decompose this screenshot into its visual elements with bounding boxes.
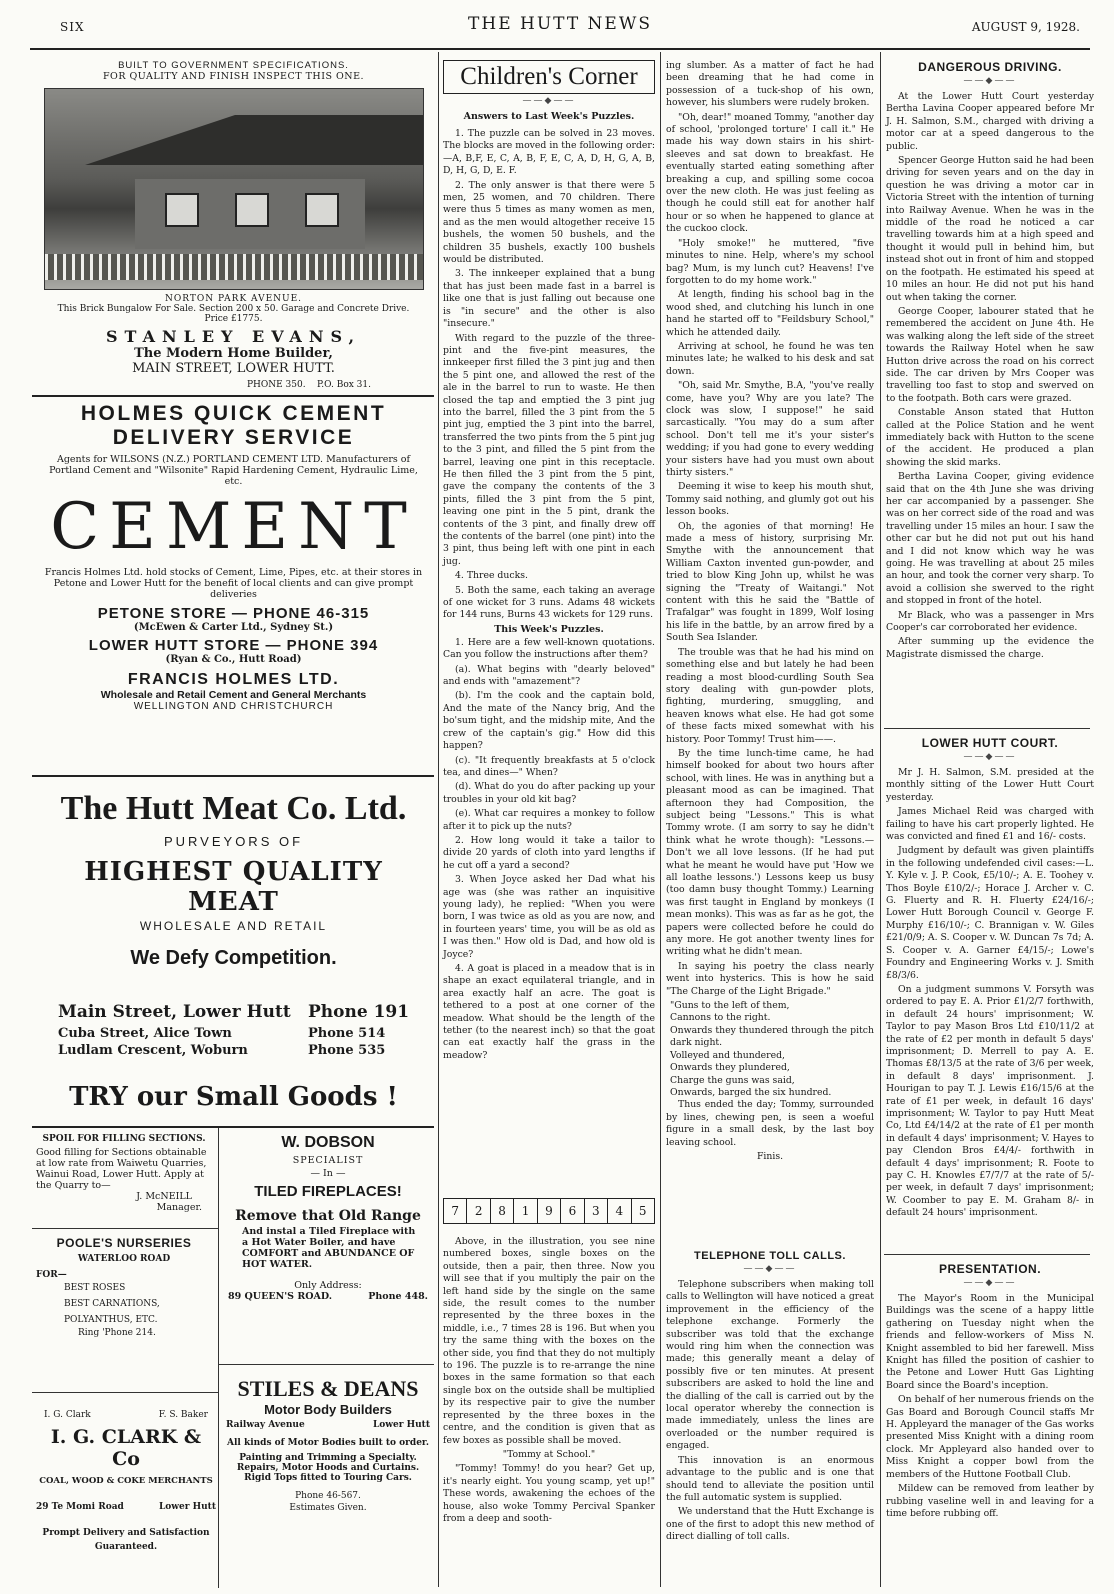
meat-purveyors: PURVEYORS OF [163,834,304,849]
divider [32,395,434,397]
spoil-heading: SPOIL FOR FILLING SECTIONS. [42,1134,206,1144]
divider [32,1392,218,1393]
dangerous-driving-heading: DANGEROUS DRIVING. [918,60,1062,74]
bungalow-description: This Brick Bungalow For Sale. Section 200 x 50. Garage and Concrete Drive. Price £1775. [57,304,410,324]
number-box: 2 [467,1199,490,1223]
ornament: ——◆—— [963,752,1017,762]
column-rule [880,52,881,1587]
poole-for: FOR— [36,1270,67,1280]
dobson-only: Only Address: [294,1280,362,1291]
dobson-name: W. DOBSON [281,1134,375,1151]
stiles-line: Repairs, Motor Hoods and Curtains. Rigid Tops fitted to Touring Cars. [236,1463,420,1483]
dobson-specialist: SPECIALIST [292,1155,364,1166]
dobson-remove: Remove that Old Range [235,1208,421,1224]
number-box: 4 [608,1199,631,1223]
number-box: 6 [561,1199,584,1223]
petone-store: PETONE STORE — PHONE 46-315 [97,605,370,622]
column-rule [218,1128,219,1588]
builder-name: STANLEY EVANS, [105,327,362,346]
number-box: 8 [491,1199,514,1223]
divider [884,1254,1090,1255]
cement-heading: CEMENT [50,490,417,564]
lower-hutt-store: LOWER HUTT STORE — PHONE 394 [88,637,379,654]
clark-address: 29 Te Momi Road [36,1502,124,1512]
dobson-tiled: TILED FIREPLACES! [254,1183,402,1200]
ornament: ——◆—— [522,96,576,106]
column-rule [660,52,661,1587]
stiles-estimates: Estimates Given. [289,1503,367,1513]
clark-partner: F. S. Baker [158,1410,208,1420]
answers-text: 1. The puzzle can be solved in 23 moves. The blocks are moved in the following order:—A, B,F, E, C, A, B, F, E, C, A, D, H, G, A, B, D, H, G, D, E. F. 2. The only answer is that there were 5 men, 25 women, and 70 children. There were thus 5 times as many women as men, and as the men would altogether receive 15 bushels, the women 50 bushels, and the children 35 bushels, exactly 100 bushels would be distributed. 3. The innkeeper explained that a bung that has just been made fast in a barrel is like one that is just falling out because one is "in secure" and the other is also "insecure." With regard to the puzzle of the three-pint and the five-pint measures, the innkeeper first filled the 3 pint jug and then the 5 pint one, and allowed the rest of the ale in the barrel to run to waste. He then closed the tap and emptied the 3 pint jug into the barrel, filled the 3 pint from the 5 pint jug, emptied the 3 pint into the barrel, transferred the two pints from the 5 pint jug to the 3 pint, and filled the 5 pint from the barrel, leaving one pint in this receptacle. He then filled the 3 pint from the 5 pint, gave the company the contents of the 3 pints, filled the 3 pint from the 5 pint, leaving one pint in the 5 pint, drank the contents of the 3 pint, and finally drew off the contents of the barrel (one pint) into the 3 pint, thus being left with one pint in each jug. 4. Three ducks. 5. Both the same, each taking an average of one wicket for 3 runs. Adams 48 wickets for 144 runs, Burns 43 wickets for 129 runs. [443,128,655,621]
bungalow-photo [44,88,424,290]
childrens-corner-title: Children's Corner [443,60,655,94]
francis-holmes-name: FRANCIS HOLMES LTD. [127,671,340,688]
divider [884,728,1090,729]
poole-address: WATERLOO ROAD [77,1254,171,1264]
presentation-article: PRESENTATION. ——◆—— The Mayor's Room in the Municipal Buildings was the scene of a happy little gathering on Tuesday night when the friends and fellow-workers of Miss N. Knight assembled to bid her farewell. Miss Knight has filled the position of cashier to the Petone and Lower Hutt Gas Lighting Board since the Board's inception. On behalf of her numerous friends on the Gas Board and Borough Council staffs Mr H. Appleyard the manager of the Gas works presented Miss Knight with a dining room clock. Mr Appleyard also handed over to Miss Knight a copper bowl from the members of the Huttone Football Club. Mildew can be removed from leather by rubbing vaseline well in and leaving for a time before rubbing off. [886,1262,1094,1519]
meat-title: The Hutt Meat Co. Ltd. [60,790,407,827]
masthead [30,8,1090,50]
answers-heading: Answers to Last Week's Puzzles. [463,111,635,122]
number-box: 1 [514,1199,537,1223]
number-box: 7 [444,1199,467,1223]
builder-phone: PHONE 350. [246,380,306,390]
stiles-avenue: Railway Avenue [226,1420,305,1430]
column-rule [438,52,439,1587]
photo-caption: NORTON PARK AVENUE. [164,294,303,304]
toll-calls-heading: TELEPHONE TOLL CALLS. [694,1250,846,1262]
page-number: SIX [60,20,85,34]
stiles-title: STILES & DEANS [237,1376,419,1401]
poole-title: POOLE'S NURSERIES [56,1236,192,1250]
poem: "Guns to the left of them, Cannons to the right. Onwards they thundered through the pitch dark night. Volleyed and thundered, Onwards they plundered, Charge the guns was said, Onwards, barged the six hundred. [670,1000,874,1098]
evans-top-line: BUILT TO GOVERNMENT SPECIFICATIONS. [118,60,349,71]
spoil-role: Manager. [156,1202,202,1213]
branch-row: Ludlam Crescent, Woburn Phone 535 [58,1043,386,1058]
toll-calls-article: TELEPHONE TOLL CALLS. ——◆—— Telephone subscribers when making toll calls to Wellington will have noticed a great improvement in the efficiency of the telephone exchange. Formerly the subscriber was told that the exchange would ring him when the connection was made; this generally meant a delay of possibly five or ten minutes. At present subscribers are asked to hold the line and the dialling of the call is carried out by the local operator whereby the connection is made immediately, unless the lines are overloaded or the number required is engaged. This innovation is an enormous advantage to the public and is one that should tend to alleviate the position until the full automatic system is supplied. We understand that the Hutt Exchange is one of the first to adopt this new method of direct dialling of toll calls. [666,1250,874,1543]
tommy-story: ing slumber. As a matter of fact he had been dreaming that he had come in possession of a tuck-shop of his own, however, his slumbers were rudely broken. "Oh, dear!" moaned Tommy, "another day of school, 'prolonged torture' I call it." He made his way down stairs in his shirt-sleeves and sat down to breakfast. He eventually started eating something after breaking a cup, and spilling some cocoa over the new cloth. He was just feeling as though he could still eat for another half hour or so when he happened to glance at the cuckoo clock. "Holy smoke!" he muttered, "five minutes to nine. Help, where's my school bag? Mum, is my lunch cut? Heavens! I've forgotten to do my home work." At length, finding his school bag in the wood shed, and clutching his lunch in one hand he started off to "Feildsbury School," which he attended daily. Arriving at school, he found he was ten minutes late; he walked to his desk and sat down. "Oh, said Mr. Smythe, B.A, "you've really come, have you? Why are you late? The clock was slow, I suppose!" he said sarcastically. "You may do a sum after school. Don't tell me it's your sister's wedding; if you had gone to every wedding your sisters have had you must own about thirty sisters." Deeming it wise to keep his mouth shut, Tommy said nothing, and glumly got out his lesson books. Oh, the agonies of that morning! He made a mess of history, surprising Mr. Smythe with the announcement that William Caxton invented gun-powder, and tried to blow King John up, whilst he was signing the "Treaty of Waitangi." Not content with this he said the "Battle of Trafalgar" was fought in 1899, Wolf losing his life in the battle, by an arrow fired by a South Sea Islander. The trouble was that he had his mind on something else and but lately he had been reading a most blood-curdling South Sea story dealing with gun-powder plots, fighting, murdering, smuggling, and heaven knows what else. He had got some of these facts mixed somewhat with his history. Poor Tommy! Trust him——. By the time lunch-time came, he had himself booked for about two hours after school, with lines. He was in anything but a pleasant mood as can be imagined. That afternoon they had Composition, the subject being "Lessons." This is what Tommy wrote. (I am sorry to say he didn't think what he wrote though): "Lessons.— Don't we all love lessons. (If he had put what he meant he would have put 'How we all loathe lessons.') Lessons keep us busy (too damn busy thought Tommy.) Learning was first taught in England by monkeys (I mean monks). This was as far as he got, the papers were collected before he could do any more. He got another twenty lines for writing what he didn't mean. In saying his poetry the class nearly went into hysterics. This is how he said "The Charge of the Light Brigade." "Guns to the left of them, Cannons to the right. Onwards they thundered through the pitch dark night. Volleyed and thundered, Onwards they plundered, Charge the guns was said, Onwards, barged the six hundred. Thus ended the day; Tommy, surrounded by lines, chewing pen, is seen a woeful figure in a small desk, by the last boy leaving school. Finis. [666,60,874,1162]
clark-advert [36,1410,216,1552]
this-week-heading: This Week's Puzzles. [494,623,604,635]
holmes-title: HOLMES QUICK CEMENT [80,402,387,425]
divider [32,1126,434,1128]
stiles-phone: Phone 46-567. [295,1491,361,1501]
lower-hutt-court-heading: LOWER HUTT COURT. [921,736,1059,750]
dobson-address: 89 QUEEN'S ROAD. [228,1291,333,1302]
ornament: ——◆—— [743,1264,797,1274]
petone-store-note: (McEwen & Carter Ltd., Sydney St.) [133,622,334,633]
clark-title: I. G. CLARK & Co [50,1426,202,1470]
stiles-line: Painting and Trimming a Specialty. [239,1453,417,1463]
branch-row: Main Street, Lower Hutt Phone 191 [58,1002,410,1022]
dobson-phone: Phone 448. [368,1291,428,1302]
issue-date: AUGUST 9, 1928. [971,20,1080,34]
finis: Finis. [756,1150,784,1162]
evans-advert [36,60,431,390]
clark-partner: I. G. Clark [44,1410,91,1420]
stiles-advert [224,1376,432,1513]
lower-hutt-store-note: (Ryan & Co., Hutt Road) [165,654,302,665]
holmes-agents: Agents for WILSONS (N.Z.) PORTLAND CEMENT LTD. Manufacturers of Portland Cement and "Wilsonite" Rapid Hardening Cement, Hydraulic Lime, etc. [49,454,418,487]
meat-branches [36,1002,431,1058]
dobson-in: — In — [310,1168,346,1179]
spoil-name: J. McNEILL [136,1191,192,1202]
clark-town: Lower Hutt [158,1502,216,1512]
branch-row: Cuba Street, Alice Town Phone 514 [58,1026,386,1041]
number-box: 9 [538,1199,561,1223]
clark-prompt: Prompt Delivery and Satisfaction [42,1528,210,1538]
dobson-advert [224,1134,432,1302]
spoil-body: Good filling for Sections obtainable at low rate from Waiwetu Quarries, Wainui Road, Lower Hutt. Apply at the Quarry to— [36,1147,207,1191]
holmes-stocks: Francis Holmes Ltd. hold stocks of Cement, Lime, Pipes, etc. at their stores in Petone and Lower Hutt for the benefit of local clients and can give prompt deliveries [44,567,423,600]
number-box-row [443,1198,655,1224]
puzzles-text: 1. Here are a few well-known quotations. Can you follow the instructions after them? (a). What begins with "dearly beloved" and ends with "amazement"? (b). I'm the cook and the captain bold, And the mate of the Nancy brig, And the bo'sum tight, and the midship mite, And the crew of the captain's gig." How did this happen? (c). "It frequently breakfasts at 5 o'clock tea, and dines—" When? (d). What do you do after packing up your troubles in your old kit bag? (e). What car requires a monkey to follow after it to pick up the nuts? 2. How long would it take a tailor to divide 20 yards of cloth into yard lengths if he cut off a yard a second? 3. When Joyce asked her Dad what his age was (she was rather an inquisitive young lady), he replied: "When you were born, I was twice as old as you are now, and in fourteen years' time, you will be as old as I was then." How old is Dad, and how old is Joyce? 4. A goat is placed in a meadow that is in shape an exact equilateral triangle, and in area exactly half an acre. The goat is tethered to a post at one corner of the meadow. What should be the length of the tether (to the nearest inch) so that the goat can eat exactly half the grass in the meadow? [443,636,655,1061]
spoil-advert [36,1134,212,1213]
ornament: ——◆—— [963,76,1017,86]
box-puzzle-text: Above, in the illustration, you see nine numbered boxes, single boxes on the outside, then a pair, then three. Now you will see that if you multiply the pair on the left hand side by the single on the same side, the result comes to the number represented by the three boxes in the middle, i.e., 7 times 28 is 196. But when you try the same thing with the boxes on the other side, you find that they do not multiply to 196. The puzzle is to re-arrange the nine boxes in the same formation so that each single box on the outside shall be multiplied by its respective pair to give the number represented by the three boxes in the centre, and the condition is given that as few boxes as possible shall be moved. "Tommy at School." "Tommy! Tommy! do you hear? Get up, it's nearly eight. You young scamp, yet up!" These words, awakening the echoes of the house, also woke Tommy Percival Spanker from a deep and sooth- [443,1236,655,1524]
holmes-subtitle: DELIVERY SERVICE [112,426,355,449]
clark-trade: COAL, WOOD & COKE MERCHANTS [39,1476,213,1486]
builder-tagline: The Modern Home Builder, [134,346,333,361]
francis-holmes-cities: WELLINGTON AND CHRISTCHURCH [133,701,334,712]
number-box: 3 [585,1199,608,1223]
number-boxes-puzzle [443,1198,655,1224]
poole-item: POLYANTHUS, ETC. [64,1315,158,1325]
holmes-advert [36,402,431,712]
divider [32,1228,218,1229]
presentation-heading: PRESENTATION. [938,1262,1042,1276]
clark-guaranteed: Guaranteed. [94,1542,158,1552]
dobson-body: And instal a Tiled Fireplace with a Hot Water Boiler, and have COMFORT and ABUNDANCE OF HOT WATER. [242,1226,416,1270]
dangerous-driving-article: DANGEROUS DRIVING. ——◆—— At the Lower Hutt Court yesterday Bertha Lavina Cooper appeared before Mr J. H. Salmon, S.M., charged with driving a motor car at a speed dangerous to the public. Spencer George Hutton said he had been driving for seven years and on the day in question he was driving a motor car in Victoria Street with the intention of turning into Railway Avenue. When he was in the middle of the road he noticed a car travelling towards him at a high speed and thought it would pull in behind him, but instead shot out in front of him and stopped on the footpath. He estimated his speed at 10 miles an hour. He did not put his hand out when taking the corner. George Cooper, labourer stated that he remembered the accident on June 4th. He was walking along the left side of the street towards the Railway Hotel when he saw Hutton drive across the road on his correct side. The car driven by Mrs Cooper was travelling too fast to stop and swerved on to the footpath. Both cars were grazed. Constable Anson stated that Hutton called at the Police Station and he went immediately back with Hutton to the scene of the accident. He produced a plan showing the skid marks. Bertha Lavina Cooper, giving evidence said that on the 4th June she was driving her car accompanied by a passenger. She was on her correct side of the road and was travelling under 15 miles an hour. I saw the other car but he did not put out his hand and I did not know which way he was going. He was travelling at about 25 miles an hour, and took the corner very sharp. To avoid a collision she swerved to the right and stopped in front of the hotel. Mr Black, who was a passenger in Mrs Cooper's car corroborated her evidence. After summing up the evidence the Magistrate dismissed the charge. [886,60,1094,660]
meat-advert [36,790,431,1112]
divider [32,775,434,777]
evans-top-line-2: FOR QUALITY AND FINISH INSPECT THIS ONE. [102,71,365,82]
meat-small-goods: TRY our Small Goods ! [69,1082,398,1112]
meat-highest: HIGHEST QUALITY MEAT [84,857,383,917]
poole-phone: Ring 'Phone 214. [78,1328,156,1338]
meat-defy: We Defy Competition. [130,947,337,969]
meat-wholesale: WHOLESALE AND RETAIL [139,919,328,933]
francis-holmes-trade: Wholesale and Retail Cement and General Merchants [100,689,367,701]
ornament: ——◆—— [963,1278,1017,1288]
stiles-town: Lower Hutt [372,1420,430,1430]
poole-item: BEST CARNATIONS, [64,1299,160,1309]
builder-po-box: P.O. Box 31. [317,380,371,390]
stiles-line: All kinds of Motor Bodies built to order. [227,1438,429,1448]
poole-advert [36,1236,212,1338]
builder-address: MAIN STREET, LOWER HUTT. [132,361,335,376]
divider [218,1364,434,1365]
stiles-subtitle: Motor Body Builders [264,1402,392,1417]
lower-hutt-court-article: LOWER HUTT COURT. ——◆—— Mr J. H. Salmon, S.M. presided at the monthly sitting of the Lower Hutt Court yesterday. James Michael Reid was charged with failing to have his cart properly lighted. He was convicted and fined £1 and 16/- costs. Judgment by default was given plaintiffs in the following undefended civil cases:—L. Y. Kyle v. J. P. Cook, £5/10/-; A. E. Toohey v. Thos Boyle £10/2/-; Horace J. Archer v. C. G. Fluerty and R. H. Fluerty £24/16/-; Lower Hutt Borough Council v. George F. Murphy £16/10/-; C. Brannigan v. W. Giles £21/0/9; A. S. Cooper v. W. Duncan 7s 7d; A. S. Cooper v. A. Garner £4/15/-; Lowe's Foundry and Engineering Works v. J. Smith £8/3/6. On a judgment summons V. Forsyth was ordered to pay E. A. Prior £1/2/7 forthwith, in default 24 hours' imprisonment; W. Taylor to pay Mason Bros Ltd £10/11/2 at the rate of £2 per month in default 5 days' imprisonment; D. Merrell to pay A. E. Thomas £8/13/5 at the rate of 3/6 per week, in default 8 days' imprisonment. J. Hourigan to pay T. J. Lewis £16/15/6 at the rate of £1 per week, in default 16 days' imprisonment; W. Taylor to pay Hutt Meat Co, Ltd £4/14/2 at the rate of £1 per month in default 4 days' imprisonment; V. Hayes to pay Clendon Bros £4/4/- forthwith in default 4 days' imprisonment; R. Foote to pay C. H. Knowles £7/7/7 at the rate of 5/- per week, in default 7 days' imprisonment; W. Coomber to pay E. M. Graham 8/- in default 24 hours' imprisonment. [886,736,1095,1219]
childrens-corner [443,60,655,1064]
newspaper-title: THE HUTT NEWS [468,14,652,34]
poole-item: BEST ROSES [64,1283,126,1293]
number-box: 5 [638,1204,647,1218]
tommy-heading: "Tommy at School." [502,1448,596,1460]
